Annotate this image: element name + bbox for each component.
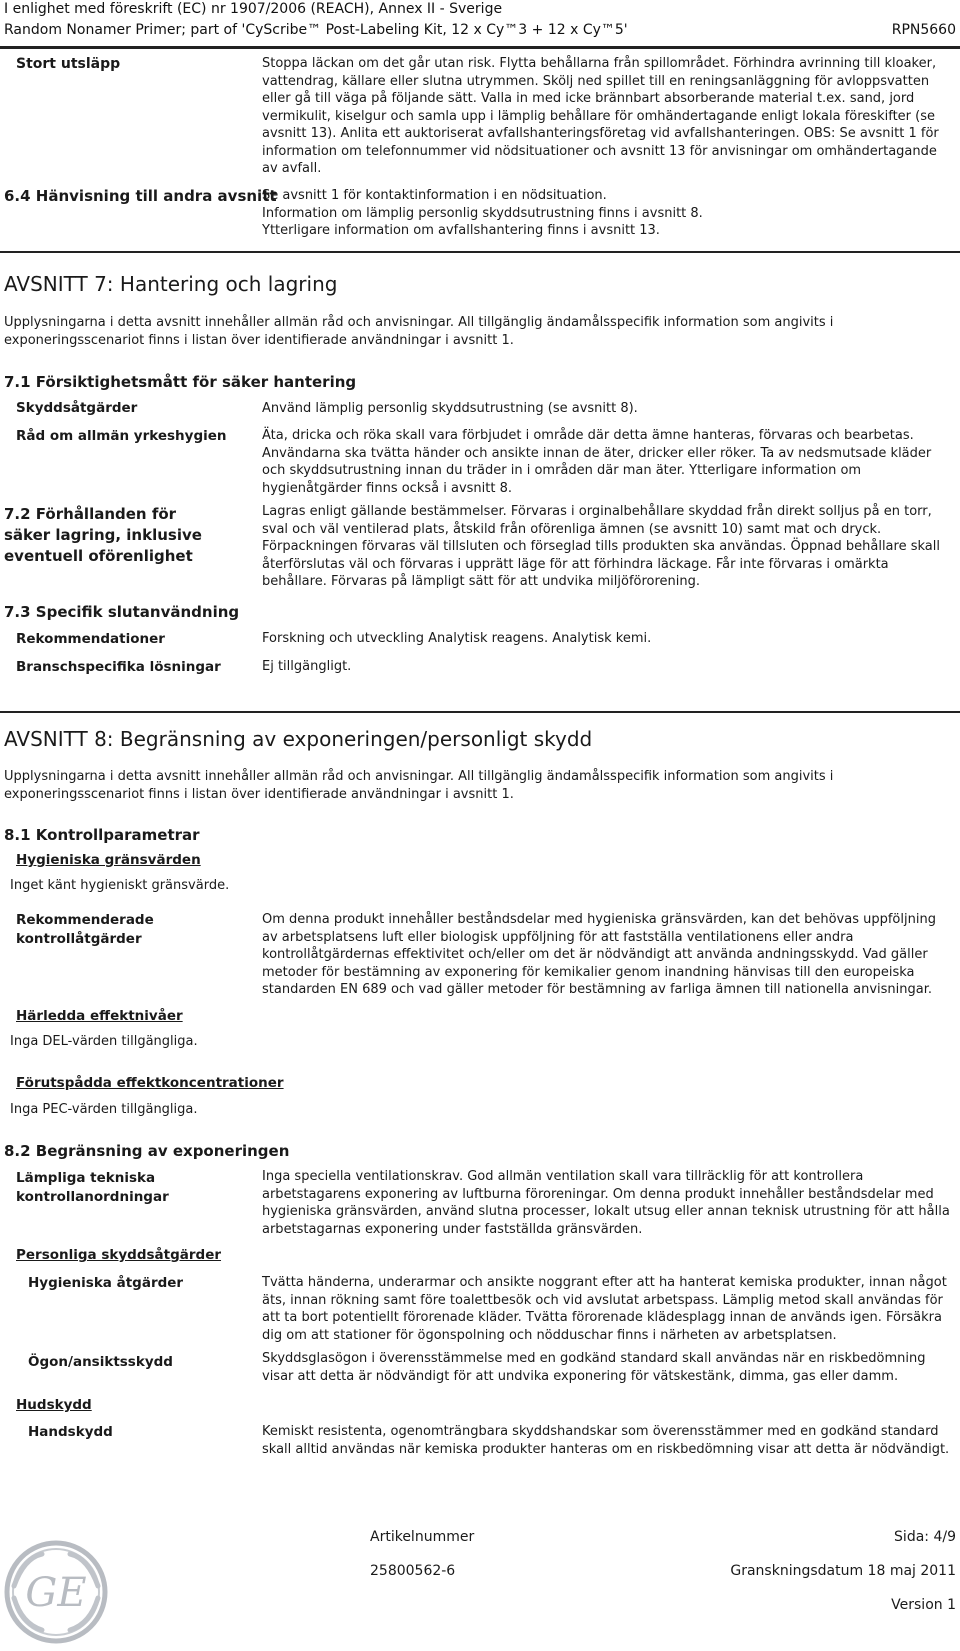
del-text: Inga DEL-värden tillgängliga.: [10, 1034, 198, 1049]
section-8-2-heading: 8.2 Begränsning av exponeringen: [4, 1142, 290, 1160]
version: Version 1: [891, 1597, 956, 1613]
review-date: Granskningsdatum 18 maj 2011: [730, 1563, 956, 1579]
recommendations-text: Forskning och utveckling Analytisk reagens. Analytisk kemi.: [262, 631, 652, 646]
regulation-title: I enlighet med föreskrift (EC) nr 1907/2006 (REACH), Annex II - Sverige: [4, 1, 503, 17]
hygiene-measures-label: Hygieniska åtgärder: [28, 1275, 184, 1291]
hygienic-limits-text: Inget känt hygieniskt gränsvärde.: [10, 878, 230, 893]
skin-protection-label: Hudskydd: [16, 1397, 92, 1413]
recommended-controls-label: Rekommenderade kontrollåtgärder: [16, 912, 154, 947]
section-7-title: AVSNITT 7: Hantering och lagring: [4, 272, 338, 296]
pec-label: Förutspådda effektkoncentrationer: [16, 1075, 284, 1091]
section-6-4-heading: 6.4 Hänvisning till andra avsnitt: [4, 187, 277, 205]
section-divider: [0, 251, 960, 253]
ge-logo-icon: [4, 1540, 108, 1644]
hand-protection-text: Kemiskt resistenta, ogenomträngbara skyddshandskar som överensstämmer med en godkänd standard skall alltid användas när kemiska produkter hanteras om en riskbedömning visar att detta är nödvändigt.: [262, 1424, 950, 1457]
ref-line-3: Ytterligare information om avfallshantering finns i avsnitt 13.: [262, 223, 660, 238]
header-divider: [0, 46, 960, 49]
ref-line-2: Information om lämplig personlig skyddsutrustning finns i avsnitt 8.: [262, 205, 703, 221]
section-8-intro: Upplysningarna i detta avsnitt innehåller allmän råd och anvisningar. All tillgänglig ändamålsspecifik information som angivits i exponeringsscenariot finns i listan över identifierade användningar i avsnitt 1.: [4, 769, 834, 802]
document-header: [0, 0, 960, 48]
del-label: Härledda effektnivåer: [16, 1008, 183, 1024]
hand-protection-label: Handskydd: [28, 1424, 113, 1440]
large-spill-text: Stoppa läckan om det går utan risk. Flytta behållarna från spillområdet. Förhindra avrinning till kloaker, vattendrag, källare eller slutna utrymmen. Skölj ned spillet till en reningsanläggning för avloppsvatten eller gå till väga på följande sätt. Valla in med icke brännbart absorberande material t.ex. sand, jord vermikulit, kiselgur och samla upp i lämplig behållare för omhändertagande enligt lokala föreskifter (se avsnitt 13). Anlita ett auktoriserat avfallshanteringsföretag vid avfallshanteringen. OBS: Se avsnitt 1 för information om telefonnummer vid nödsituationer och avsnitt 13 för anvisningar om omhändertagande av avfall.: [262, 56, 939, 176]
section-6-4-text: [262, 187, 952, 240]
hygiene-measures-text: Tvätta händerna, underarmar och ansikte noggrant efter att ha hanterat kemiska produkter, innan något äts, innan rökning samt före toalettbesök och vid avslutat arbetspass. Lämplig metod skall användas för att ta bort potentiellt förorenade kläder. Tvätta förorenade klädesplagg innan de används igen. Försäkra dig om att stationer för ögonspolning och nödduschar finns i närheten av arbetsplatsen.: [262, 1275, 947, 1343]
product-code: RPN5660: [891, 22, 956, 38]
section-8-title: AVSNITT 8: Begränsning av exponeringen/personligt skydd: [4, 727, 593, 751]
section-7-1-heading: 7.1 Försiktighetsmått för säker hantering: [4, 373, 357, 391]
ppe-label: Personliga skyddsåtgärder: [16, 1247, 222, 1263]
article-number-value: 25800562-6: [370, 1563, 456, 1579]
section-7-2-heading: 7.2 Förhållanden för säker lagring, inklusive eventuell oförenlighet: [4, 505, 202, 565]
branch-label: Branschspecifika lösningar: [16, 659, 221, 675]
protect-label: Skyddsåtgärder: [16, 400, 138, 416]
protect-text: Använd lämplig personlig skyddsutrustning (se avsnitt 8).: [262, 401, 638, 416]
logo-lettering: GE: [25, 1570, 87, 1616]
section-7-intro: Upplysningarna i detta avsnitt innehåller allmän råd och anvisningar. All tillgänglig ändamålsspecifik information som angivits i exponeringsscenariot finns i listan över identifierade användningar i avsnitt 1.: [4, 315, 834, 348]
article-number-label: Artikelnummer: [370, 1529, 475, 1545]
eye-protection-label: Ögon/ansiktsskydd: [28, 1354, 173, 1370]
recommendations-label: Rekommendationer: [16, 631, 165, 647]
technical-controls-label: Lämpliga tekniska kontrollanordningar: [16, 1170, 169, 1205]
page-number: Sida: 4/9: [894, 1529, 956, 1545]
hygiene-label: Råd om allmän yrkeshygien: [16, 428, 227, 444]
recommended-controls-text: Om denna produkt innehåller beståndsdelar med hygieniska gränsvärden, kan det behövas uppföljning av arbetsplatsens luft eller biologisk uppföljning för att fastställa ventilationens eller andra kontrollåtgärdernas effektivitet och/eller om det är nödvändigt att använda andningsskydd. Vad gäller metoder för bestämning av exponering för kemikalier genom inandning hänvisas till den europeiska standarden EN 689 och vad gäller metoder för bestämning av farliga ämnen till nationella anvisningar.: [262, 912, 936, 997]
hygienic-limits-label: Hygieniska gränsvärden: [16, 852, 201, 868]
technical-controls-text: Inga speciella ventilationskrav. God allmän ventilation skall vara tillräcklig för att kontrollera arbetstagarens exponering av luftburna föroreningar. Om denna produkt innehåller beståndsdelar med hygieniska gränsvärden, använd slutna processer, lokalt utsug eller annan teknisk utrustning för att hålla arbetstagarnas exponering under fastställda gränsvärden.: [262, 1169, 950, 1237]
ref-line-1: Se avsnitt 1 för kontaktinformation i en nödsituation.: [262, 188, 607, 203]
section-7-3-heading: 7.3 Specifik slutanvändning: [4, 603, 240, 621]
hygiene-text: Äta, dricka och röka skall vara förbjudet i område där detta ämne hanteras, förvaras och bearbetas. Användarna ska tvätta händer och ansikte innan de äter, dricker eller röker. Ta av nedsmutsade kläder och skyddsutrustning innan du träder in i områden där man äter. Ytterligare information om hygienåtgärder finns också i avsnitt 8.: [262, 428, 932, 496]
large-spill-label: Stort utsläpp: [16, 56, 121, 72]
section-8-1-heading: 8.1 Kontrollparametrar: [4, 826, 200, 844]
product-name: Random Nonamer Primer; part of 'CyScribe™ Post-Labeling Kit, 12 x Cy™3 + 12 x Cy™5': [4, 22, 628, 38]
pec-text: Inga PEC-värden tillgängliga.: [10, 1102, 198, 1117]
branch-text: Ej tillgängligt.: [262, 659, 352, 674]
storage-text: Lagras enligt gällande bestämmelser. Förvaras i orginalbehållare skyddad från direkt solljus på en torr, sval och väl ventilerad plats, åtskild från oförenliga ämnen (se avsnitt 10) samt mat och dryck. Förpackningen förvaras väl tillsluten och förseglad tills produkten ska användas. Öppnad behållare skall återförslutas väl och förvaras i upprätt läge för att förhindra läckage. Får inte förvaras i omärkta behållare. Förvaras på lämpligt sätt för att undvika miljöförorening.: [262, 504, 940, 589]
section-divider: [0, 711, 960, 713]
eye-protection-text: Skyddsglasögon i överensstämmelse med en godkänd standard skall användas när en riskbedömning visar att detta är nödvändigt för att undvika exponering för vätskestänk, dimma, gas eller damm.: [262, 1351, 926, 1384]
